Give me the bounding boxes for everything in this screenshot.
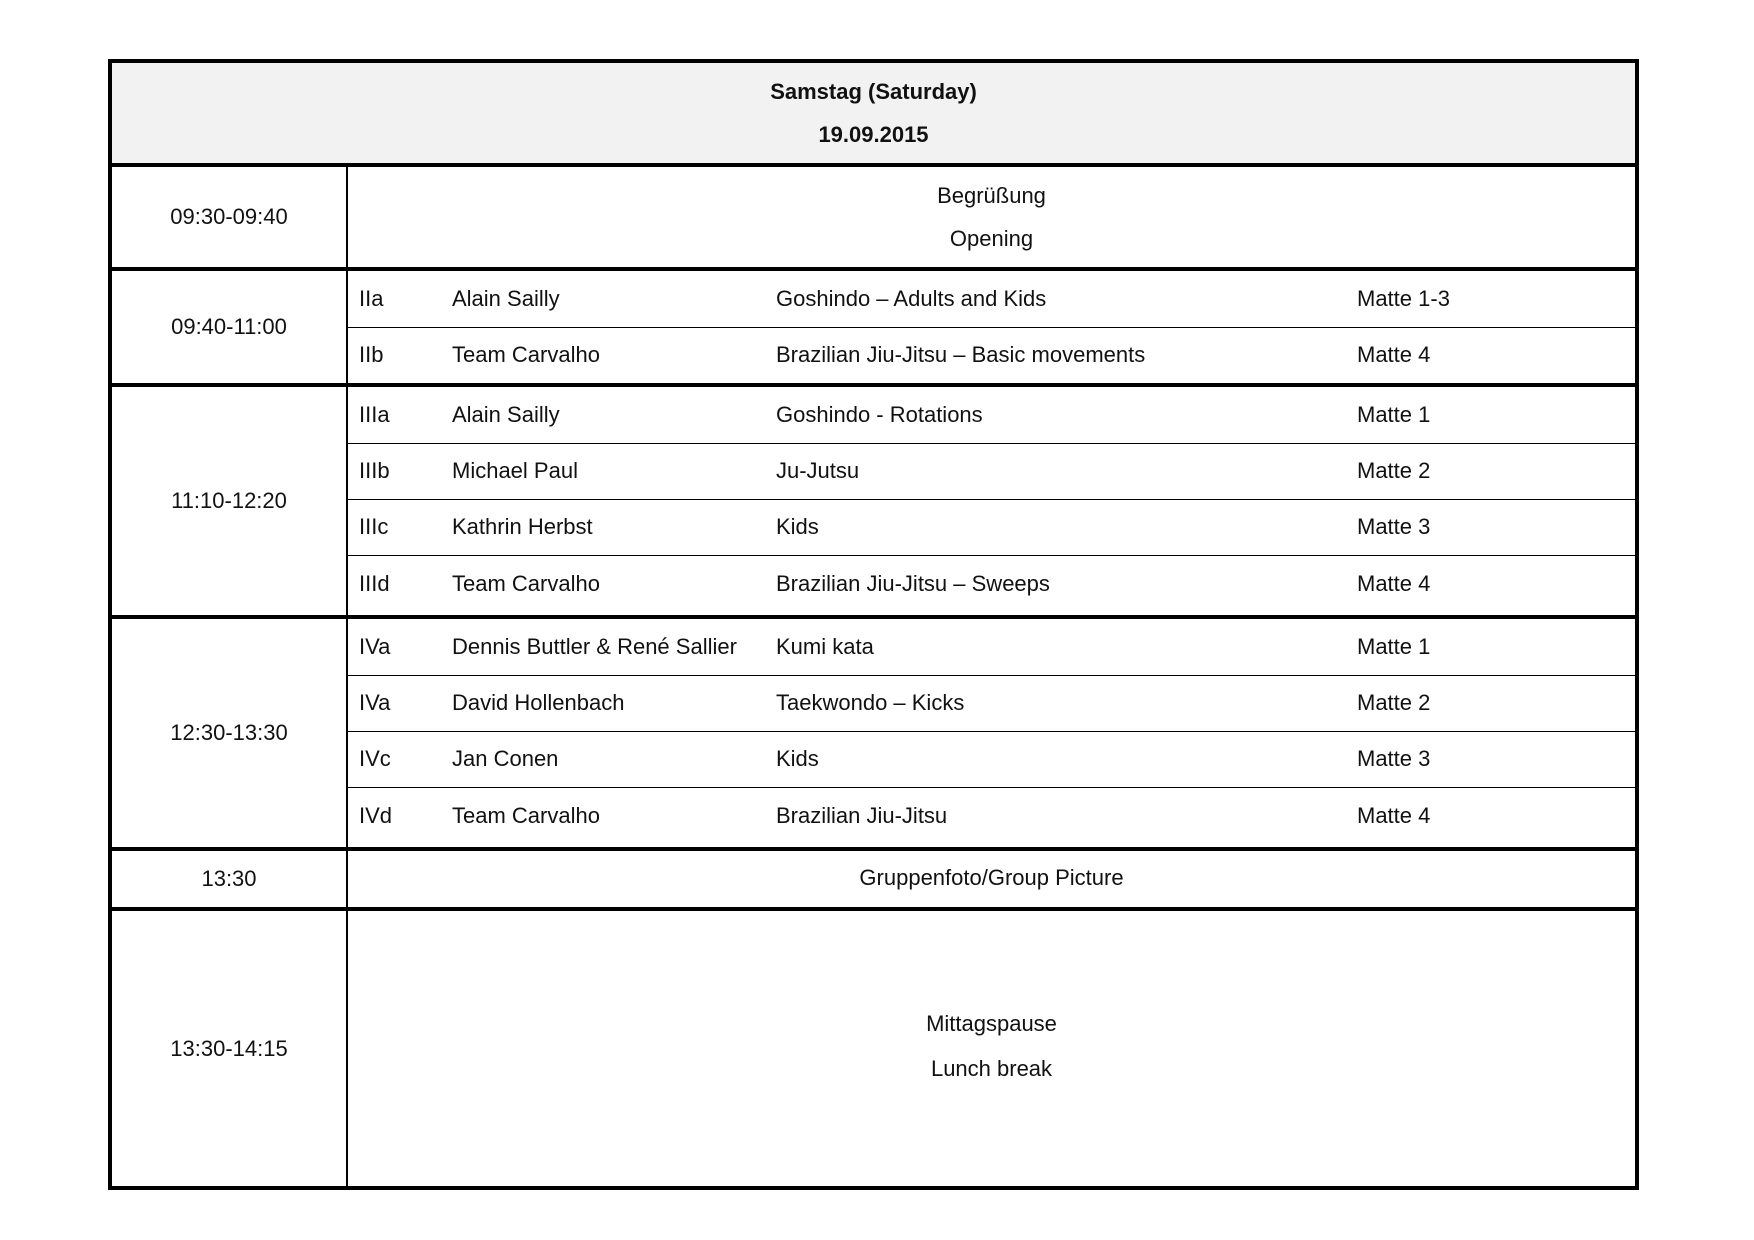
session-code: IIIb	[359, 458, 390, 483]
trainer-name: Alain Sailly	[452, 402, 560, 427]
time-cell: 13:30	[112, 851, 348, 907]
trainer-name: Dennis Buttler & René Sallier	[452, 634, 737, 659]
session-topic: Kids	[776, 514, 819, 539]
session-rows	[348, 619, 1635, 847]
session-code: IIIc	[359, 514, 389, 539]
lunch-german: Mittagspause	[926, 1011, 1057, 1036]
lunch-cell	[348, 911, 1635, 1186]
time-cell: 09:40-11:00	[112, 271, 348, 383]
day-date: 19.09.2015	[818, 122, 929, 147]
group-picture-cell	[348, 851, 1635, 907]
lunch-block	[112, 911, 1635, 1186]
lunch-english: Lunch break	[930, 1056, 1053, 1081]
mat-assignment: Matte 3	[1357, 746, 1431, 771]
session-code: IIb	[359, 342, 384, 367]
mat-assignment: Matte 1	[1357, 402, 1431, 427]
table-row	[348, 555, 1635, 613]
session-code: IIId	[359, 571, 390, 596]
opening-english: Opening	[949, 226, 1034, 251]
table-row	[348, 499, 1635, 556]
session-code: IIIa	[359, 402, 390, 427]
table-row	[348, 387, 1635, 444]
trainer-name: Alain Sailly	[452, 286, 560, 311]
trainer-name: Michael Paul	[452, 458, 578, 483]
session-topic: Goshindo – Adults and Kids	[776, 286, 1047, 311]
session-topic: Brazilian Jiu-Jitsu	[776, 803, 948, 828]
session-block	[112, 271, 1635, 387]
trainer-name: Team Carvalho	[452, 803, 600, 828]
opening-cell	[348, 167, 1635, 267]
session-code: IIa	[359, 286, 384, 311]
mat-assignment: Matte 3	[1357, 514, 1431, 539]
session-topic: Kids	[776, 746, 819, 771]
table-row	[348, 327, 1635, 383]
table-row	[348, 675, 1635, 732]
trainer-name: David Hollenbach	[452, 690, 625, 715]
time-cell: 09:30-09:40	[112, 167, 348, 267]
session-block	[112, 387, 1635, 619]
table-row	[348, 787, 1635, 845]
session-topic: Brazilian Jiu-Jitsu – Sweeps	[776, 571, 1050, 596]
session-code: IVd	[359, 803, 393, 828]
day-title: Samstag (Saturday)	[770, 79, 977, 104]
session-block	[112, 619, 1635, 851]
opening-german: Begrüßung	[937, 183, 1046, 208]
session-topic: Kumi kata	[776, 634, 874, 659]
session-code: IVa	[359, 634, 391, 659]
schedule-table	[108, 59, 1639, 1190]
mat-assignment: Matte 4	[1357, 803, 1431, 828]
session-topic: Goshindo - Rotations	[776, 402, 983, 427]
trainer-name: Team Carvalho	[452, 342, 600, 367]
time-cell: 13:30-14:15	[112, 911, 348, 1186]
session-rows	[348, 387, 1635, 615]
trainer-name: Kathrin Herbst	[452, 514, 593, 539]
session-code: IVc	[359, 746, 391, 771]
session-code: IVa	[359, 690, 391, 715]
session-rows	[348, 271, 1635, 383]
mat-assignment: Matte 2	[1357, 690, 1431, 715]
group-picture-label: Gruppenfoto/Group Picture	[859, 865, 1124, 890]
group-picture-block	[112, 851, 1635, 911]
mat-assignment: Matte 2	[1357, 458, 1431, 483]
session-topic: Brazilian Jiu-Jitsu – Basic movements	[776, 342, 1146, 367]
table-row	[348, 271, 1635, 328]
trainer-name: Jan Conen	[452, 746, 559, 771]
session-topic: Ju-Jutsu	[776, 458, 860, 483]
time-cell: 11:10-12:20	[112, 387, 348, 615]
mat-assignment: Matte 4	[1357, 571, 1431, 596]
day-header	[112, 63, 1635, 167]
table-row	[348, 619, 1635, 676]
trainer-name: Team Carvalho	[452, 571, 600, 596]
time-cell: 12:30-13:30	[112, 619, 348, 847]
mat-assignment: Matte 1-3	[1357, 286, 1450, 311]
session-topic: Taekwondo – Kicks	[776, 690, 965, 715]
table-row	[348, 731, 1635, 788]
mat-assignment: Matte 4	[1357, 342, 1431, 367]
table-row	[348, 443, 1635, 500]
opening-block	[112, 167, 1635, 271]
mat-assignment: Matte 1	[1357, 634, 1431, 659]
